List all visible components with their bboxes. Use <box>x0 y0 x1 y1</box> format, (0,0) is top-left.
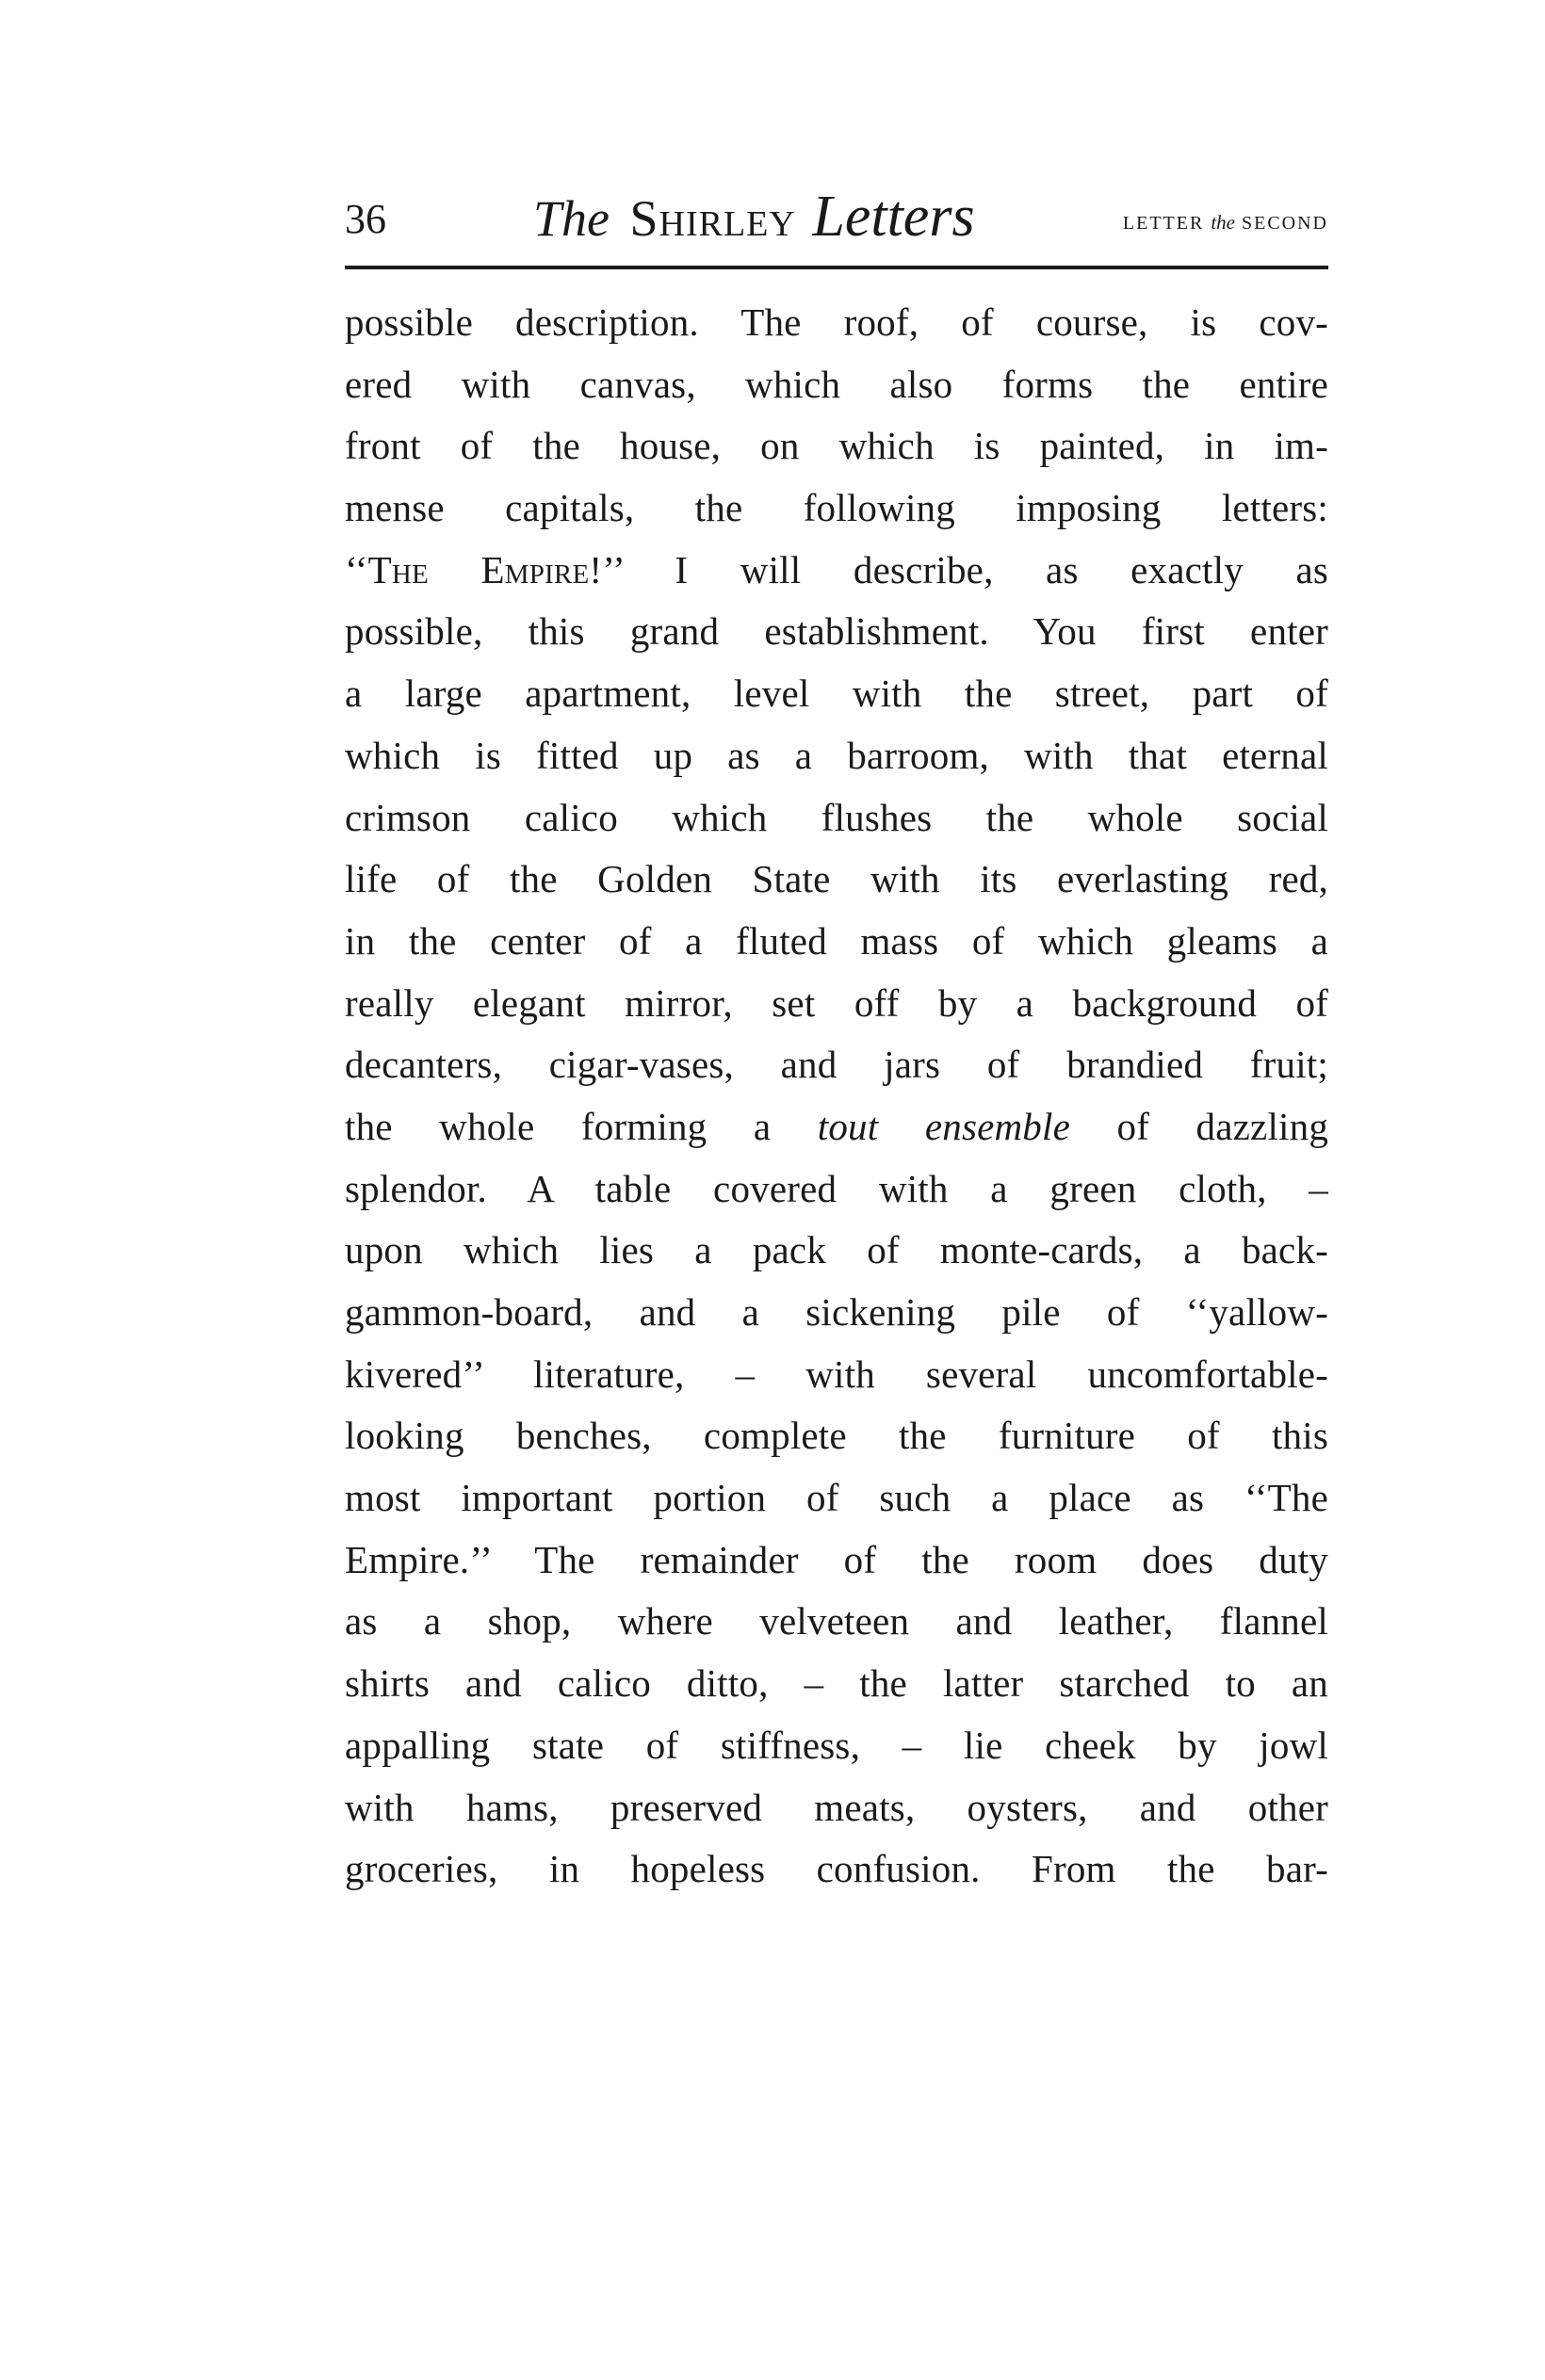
text-line: ered with canvas, which also forms the entire <box>345 362 1328 406</box>
chapter-heading-the: the <box>1211 211 1235 234</box>
text-line: possible description. The roof, of course, is cov- <box>345 300 1328 344</box>
text-line: shirts and calico ditto, – the latter starched to an <box>345 1661 1328 1706</box>
book-title-the: The <box>533 190 610 247</box>
text-line: splendor. A table covered with a green cloth, – <box>345 1166 1328 1210</box>
text-line: looking benches, complete the furniture of this <box>345 1414 1328 1458</box>
chapter-heading-letter: LETTER <box>1122 213 1205 234</box>
text-line: crimson calico which flushes the whole social <box>345 795 1328 839</box>
text-line: which is fitted up as a barroom, with that eternal <box>345 733 1328 777</box>
text-line: groceries, in hopeless confusion. From the bar- <box>345 1847 1328 1891</box>
open-quote: ‘‘ <box>345 547 368 591</box>
text-line: as a shop, where velveteen and leather, flannel <box>345 1599 1328 1643</box>
chapter-heading-second: SECOND <box>1241 213 1328 234</box>
empire-line-rest: I will describe, as exactly as <box>675 547 1328 591</box>
empire-sign-text: The Empire! <box>367 547 603 591</box>
text-line: appalling state of stiffness, – lie cheek by jowl <box>345 1723 1328 1767</box>
text-line: upon which lies a pack of monte-cards, a back- <box>345 1228 1328 1272</box>
header-rule <box>345 266 1328 269</box>
running-head <box>345 185 1328 254</box>
text-line: really elegant mirror, set off by a background of <box>345 980 1328 1025</box>
text-line-tout-ensemble <box>345 1096 1328 1158</box>
body-text <box>345 292 1328 1901</box>
text-line: gammon-board, and a sickening pile of ‘‘yallow- <box>345 1290 1328 1334</box>
ensemble-line-after: of dazzling <box>1116 1104 1329 1148</box>
close-quote: ’’ <box>602 547 623 591</box>
book-title-letters: Letters <box>812 185 975 249</box>
ensemble-line-before: the whole forming a <box>345 1104 772 1148</box>
text-line: Empire.’’ The remainder of the room does duty <box>345 1537 1328 1581</box>
text-line-empire-sign <box>345 540 1328 602</box>
text-line: front of the house, on which is painted, in im- <box>345 424 1328 468</box>
book-title <box>533 185 975 249</box>
text-line: with hams, preserved meats, oysters, and other <box>345 1785 1328 1829</box>
tout-ensemble-italic: tout ensemble <box>817 1104 1070 1148</box>
text-line: in the center of a fluted mass of which gleams a <box>345 918 1328 963</box>
text-line: life of the Golden State with its everlasting red, <box>345 857 1328 901</box>
text-line: mense capitals, the following imposing letters: <box>345 486 1328 530</box>
book-title-shirley: Shirley <box>629 190 796 247</box>
chapter-heading <box>1123 211 1328 235</box>
text-line: most important portion of such a place as ‘‘The <box>345 1476 1328 1520</box>
page-number: 36 <box>345 196 386 242</box>
text-line: a large apartment, level with the street, part of <box>345 672 1328 716</box>
text-line: kivered’’ literature, – with several uncomfortable- <box>345 1352 1328 1396</box>
text-line: possible, this grand establishment. You first enter <box>345 609 1328 654</box>
text-line: decanters, cigar-vases, and jars of brandied fruit; <box>345 1043 1328 1087</box>
